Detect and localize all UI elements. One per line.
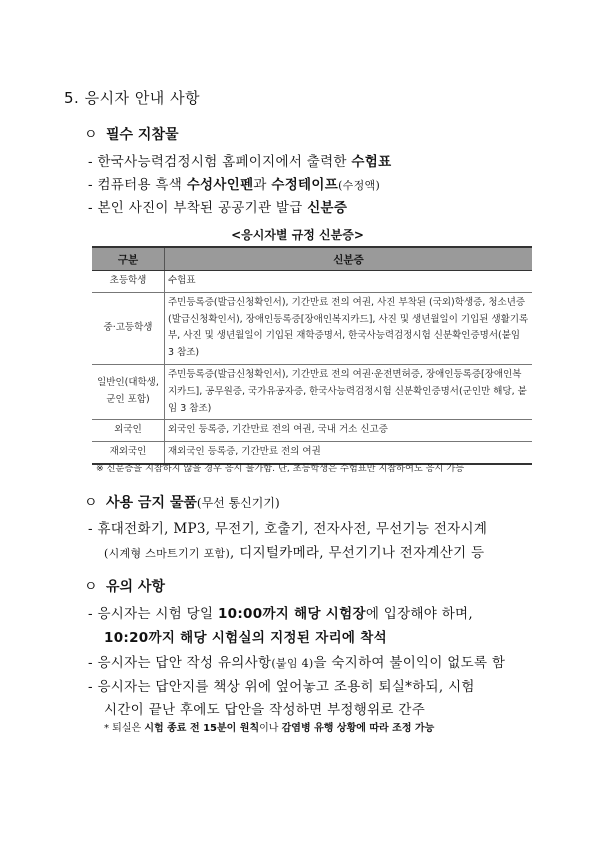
caution-footnote — [104, 719, 434, 734]
header-ids: 신분증 — [165, 247, 533, 271]
cautions-heading-text: 유의 사항 — [106, 579, 165, 595]
bullet-marker: ㅇ — [84, 495, 98, 511]
bullet-marker: ㅇ — [84, 579, 98, 595]
required-item-3 — [88, 196, 347, 216]
caution-2 — [88, 651, 505, 671]
caution-1 — [88, 602, 473, 622]
prohibited-small: (시계형 스마트기기 포함) — [104, 547, 231, 560]
table-row — [92, 292, 532, 364]
row-ids: 주민등록증(발급신청확인서), 기간만료 전의 여권·운전면허증, 장애인등록증[장애인복지카드], 공무원증, 국가유공자증, 한국사능력검정시험 신분확인증명서(군인만 해당, 붙임 3 참조) — [165, 364, 533, 419]
row-ids: 외국인 등록증, 기간만료 전의 여권, 국내 거소 신고증 — [165, 420, 533, 442]
table-row — [92, 420, 532, 442]
caution-3: - 응시자는 답안지를 책상 위에 엎어놓고 조용히 퇴실*하되, 시험 — [88, 679, 475, 695]
row-ids: 재외국인 등록증, 기간만료 전의 여권 — [165, 442, 533, 464]
item-bold: 수성사인펜 — [186, 177, 254, 193]
table-caption: <응시자별 규정 신분증> — [231, 228, 364, 242]
prohibited-heading-text: 사용 금지 물품 — [106, 495, 197, 511]
row-category: 외국인 — [92, 420, 165, 442]
prohibited-line-1: - 휴대전화기, MP3, 무전기, 호출기, 전자사전, 무선기능 전자시계 — [88, 521, 488, 537]
footnote-bold: 감염병 유행 상황에 따라 조정 가능 — [281, 723, 435, 734]
required-heading — [84, 124, 179, 144]
caution-text: 에 입장해야 하며, — [365, 606, 473, 622]
row-category: 재외국인 — [92, 442, 165, 464]
table-row — [92, 271, 532, 293]
dash: - — [88, 200, 93, 216]
required-item-2 — [88, 173, 380, 193]
dash: - — [88, 154, 93, 170]
row-category: 일반인(대학생, 군인 포함) — [92, 364, 165, 419]
caution-bold: 10:00까지 해당 시험장 — [217, 606, 366, 622]
required-item-1 — [88, 150, 391, 170]
header-category: 구분 — [92, 247, 165, 271]
caution-text: - 응시자는 답안 작성 유의사항 — [88, 655, 272, 671]
cautions-heading — [84, 576, 165, 596]
prohibited-heading — [84, 492, 280, 512]
row-category: 중·고등학생 — [92, 292, 165, 364]
table-header-row — [92, 247, 532, 271]
caution-small: (붙임 4) — [271, 657, 314, 670]
item-small: (수정액) — [338, 179, 381, 192]
id-table — [92, 246, 532, 465]
caution-3-cont: 시간이 끝난 후에도 답안을 작성하면 부정행위로 간주 — [104, 702, 426, 718]
row-category: 초등학생 — [92, 271, 165, 293]
footnote-text: 이나 — [259, 723, 282, 734]
caution-bold: 10:20까지 해당 시험실의 지정된 자리에 착석 — [104, 630, 387, 646]
dash: - — [88, 177, 93, 193]
footnote-bold: 시험 종료 전 15분이 원칙 — [144, 723, 260, 734]
item-bold: 신분증 — [307, 200, 348, 216]
item-bold: 수험표 — [351, 154, 392, 170]
row-ids: 주민등록증(발급신청확인서), 기간만료 전의 여권, 사진 부착된 (국외)학생증, 청소년증(발급신청확인서), 장애인등록증[장애인복지카드], 사진 및 생년월일이 기입된 생활기록부, 사진 및 생년월일이 기입된 재학증명서, 한국사능력검정시험 신분확인증명서(붙임 3 참조) — [165, 292, 533, 364]
prohibited-line-2 — [104, 541, 484, 561]
caution-text: 을 숙지하여 불이익이 없도록 함 — [313, 655, 506, 671]
section-title: 5. 응시자 안내 사항 — [64, 89, 201, 107]
prohibited-rest: , 디지털카메라, 무선기기나 전자계산기 등 — [230, 545, 485, 561]
caution-text: - 응시자는 시험 당일 — [88, 606, 218, 622]
required-heading-text: 필수 지참물 — [106, 127, 179, 143]
caution-1-cont — [104, 626, 387, 646]
bullet-marker: ㅇ — [84, 127, 98, 143]
item-text: 한국사능력검정시험 홈페이지에서 출력한 — [97, 154, 352, 170]
footnote-text: * 퇴실은 — [104, 723, 145, 734]
prohibited-heading-note: (무선 통신기기) — [196, 496, 280, 510]
item-mid: 과 — [253, 177, 272, 193]
table-row — [92, 364, 532, 419]
item-text: 본인 사진이 부착된 공공기관 발급 — [97, 200, 308, 216]
item-bold-2: 수정테이프 — [271, 177, 339, 193]
table-note: ※ 신분증을 지참하지 않을 경우 응시 불가함. 단, 초등학생은 수험표만 지참하여도 응시 가능 — [96, 463, 465, 474]
item-text: 컴퓨터용 흑색 — [97, 177, 187, 193]
row-ids: 수험표 — [165, 271, 533, 293]
